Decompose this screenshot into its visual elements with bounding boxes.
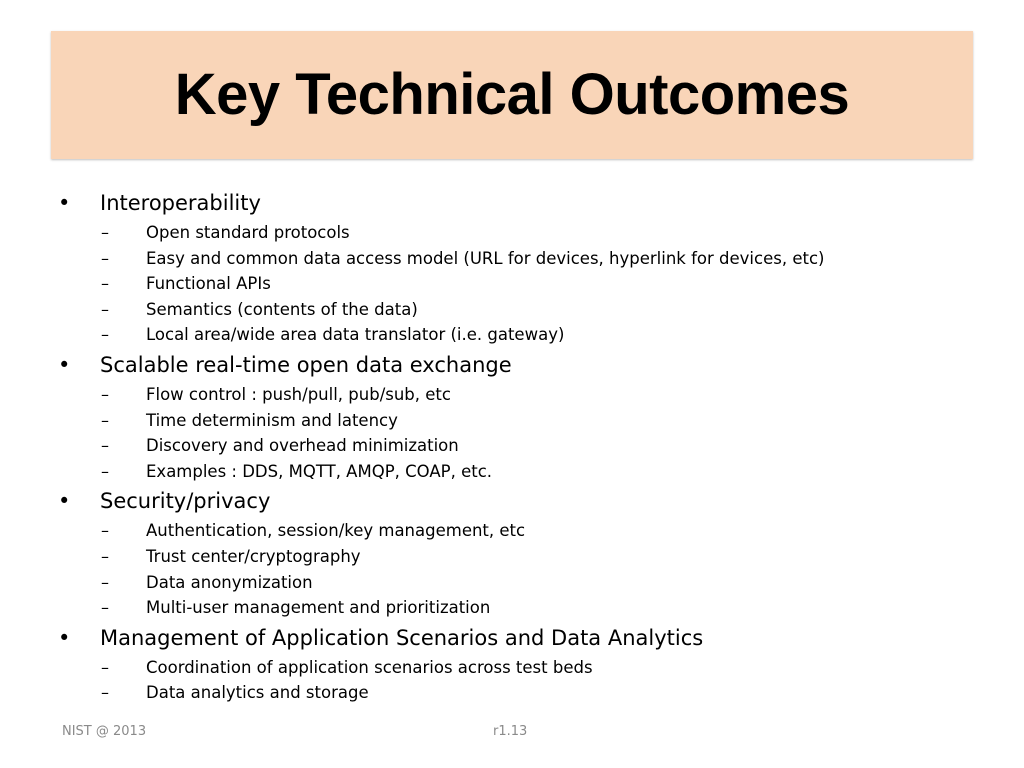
sub-item (101, 655, 978, 681)
title-band (51, 31, 973, 159)
section-heading: Interoperability (100, 191, 261, 215)
dash-icon: – (101, 461, 109, 481)
sub-item-text: Discovery and overhead minimization (146, 436, 459, 456)
footer-copyright: NIST @ 2013 (62, 724, 147, 739)
sub-item-text: Open standard protocols (146, 223, 350, 242)
sub-item (101, 382, 978, 408)
sub-item-text: Semantics (contents of the data) (146, 299, 418, 319)
sub-list (100, 382, 978, 484)
section-management (58, 621, 978, 706)
section-interoperability (58, 186, 978, 348)
sub-list (100, 655, 978, 706)
dash-icon: – (101, 299, 109, 319)
sub-item (101, 680, 978, 706)
bullet-icon: • (58, 625, 71, 650)
bullet-icon: • (58, 489, 71, 514)
dash-icon: – (101, 384, 109, 404)
sub-list (100, 220, 978, 348)
dash-icon: – (101, 683, 109, 703)
sub-item (101, 595, 978, 621)
sub-item-text: Local area/wide area data translator (i.e. gateway) (146, 325, 565, 345)
dash-icon: – (101, 325, 109, 345)
section-heading: Management of Application Scenarios and Data Analytics (100, 625, 704, 650)
bullet-list (58, 186, 978, 706)
dash-icon: – (101, 598, 109, 618)
sub-item (101, 518, 978, 544)
sub-item-text: Multi-user management and prioritization (146, 598, 491, 618)
sub-list (100, 518, 978, 620)
section-data-exchange (58, 348, 978, 484)
dash-icon: – (101, 657, 109, 677)
dash-icon: – (101, 248, 109, 268)
sub-item-text: Functional APIs (146, 274, 271, 294)
sub-item-text: Easy and common data access model (URL for devices, hyperlink for devices, etc) (146, 248, 825, 268)
dash-icon: – (101, 572, 109, 592)
sub-item (101, 322, 978, 348)
sub-item-text: Trust center/cryptography (146, 546, 361, 566)
sub-item (101, 271, 978, 297)
dash-icon: – (101, 436, 109, 456)
sub-item (101, 220, 978, 246)
dash-icon: – (101, 521, 109, 541)
dash-icon: – (101, 274, 109, 294)
bullet-icon: • (58, 352, 71, 377)
footer-version: r1.13 (493, 724, 528, 739)
bullet-icon: • (58, 191, 71, 215)
section-heading: Security/privacy (100, 489, 271, 514)
sub-item (101, 246, 978, 272)
section-heading: Scalable real-time open data exchange (100, 352, 512, 377)
dash-icon: – (101, 223, 109, 242)
sub-item-text: Flow control : push/pull, pub/sub, etc (146, 384, 451, 404)
sub-item-text: Data anonymization (146, 572, 313, 592)
sub-item (101, 459, 978, 485)
sub-item (101, 570, 978, 596)
dash-icon: – (101, 546, 109, 566)
sub-item-text: Examples : DDS, MQTT, AMQP, COAP, etc. (146, 461, 493, 481)
sub-item (101, 408, 978, 434)
sub-item-text: Coordination of application scenarios across test beds (146, 657, 593, 677)
sub-item-text: Time determinism and latency (146, 410, 398, 430)
slide-title: Key Technical Outcomes (174, 62, 850, 127)
sub-item (101, 544, 978, 570)
sub-item (101, 297, 978, 323)
sub-item-text: Authentication, session/key management, etc (146, 521, 526, 541)
dash-icon: – (101, 410, 109, 430)
sub-item-text: Data analytics and storage (146, 683, 369, 703)
section-security (58, 484, 978, 620)
sub-item (101, 433, 978, 459)
